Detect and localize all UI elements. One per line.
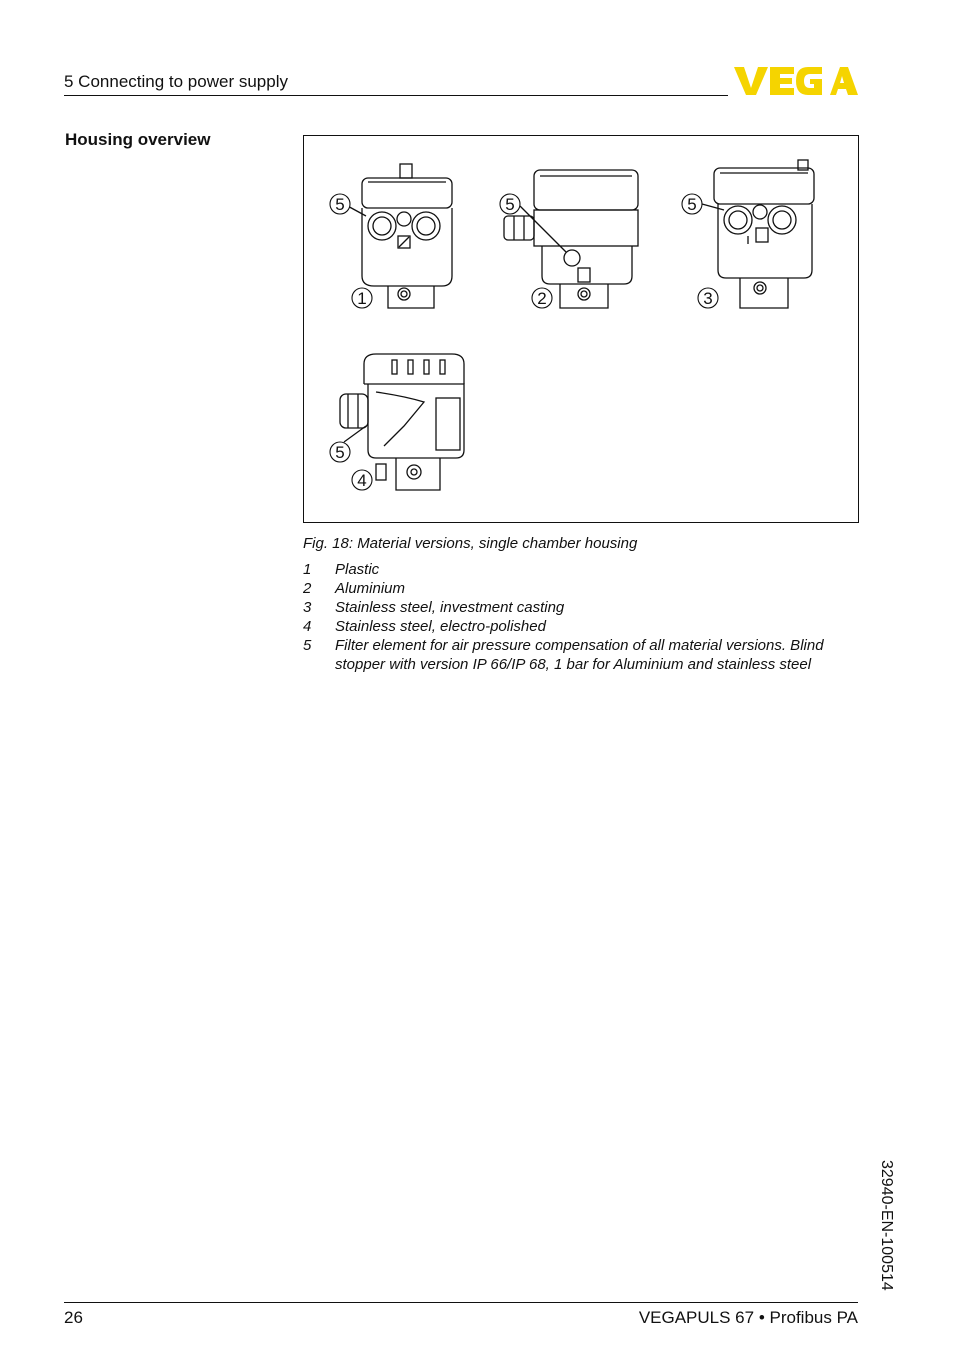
callout-1: 1 xyxy=(357,289,367,308)
callout-2: 2 xyxy=(537,289,547,308)
legend-item: 2 Aluminium xyxy=(303,580,406,597)
callout-5: 5 xyxy=(687,195,697,214)
product-name: VEGAPULS 67 • Profibus PA xyxy=(638,1308,858,1327)
header-rule xyxy=(64,95,728,96)
legend-item: 3 Stainless steel, investment casting xyxy=(303,599,565,616)
logo-letter-e xyxy=(770,67,794,95)
callout-3: 3 xyxy=(703,289,713,308)
section-heading: Housing overview xyxy=(65,130,211,149)
section-header: 5 Connecting to power supply xyxy=(64,72,288,91)
callout-5: 5 xyxy=(335,195,345,214)
callout-5: 5 xyxy=(335,443,345,462)
footer-rule xyxy=(64,1302,858,1303)
housing-plastic xyxy=(344,164,452,308)
document-id: 32940-EN-100514 xyxy=(878,1160,895,1291)
callout-5: 5 xyxy=(505,195,515,214)
housing-aluminium xyxy=(504,170,638,308)
legend-item: 1 Plastic xyxy=(303,561,380,578)
logo-letter-a xyxy=(830,67,858,95)
figure-legend xyxy=(303,560,863,674)
housing-drawing xyxy=(304,136,858,522)
housing-stainless-casting xyxy=(702,160,814,308)
callout-4: 4 xyxy=(357,471,367,490)
figure-housing-overview xyxy=(303,135,859,523)
logo-letter-g xyxy=(796,67,822,95)
housing-stainless-polished xyxy=(340,354,464,490)
logo-letter-v xyxy=(734,67,768,95)
vega-logo xyxy=(734,64,858,98)
legend-item: 4 Stainless steel, electro-polished xyxy=(303,618,546,635)
page-number: 26 xyxy=(64,1308,83,1327)
figure-caption: Fig. 18: Material versions, single chamber housing xyxy=(303,535,638,552)
legend-item: 5 Filter element for air pressure compensation of all material versions. Blind stopper with version IP 66/IP 68, 1 bar for Aluminium and stainless steel xyxy=(303,637,824,673)
